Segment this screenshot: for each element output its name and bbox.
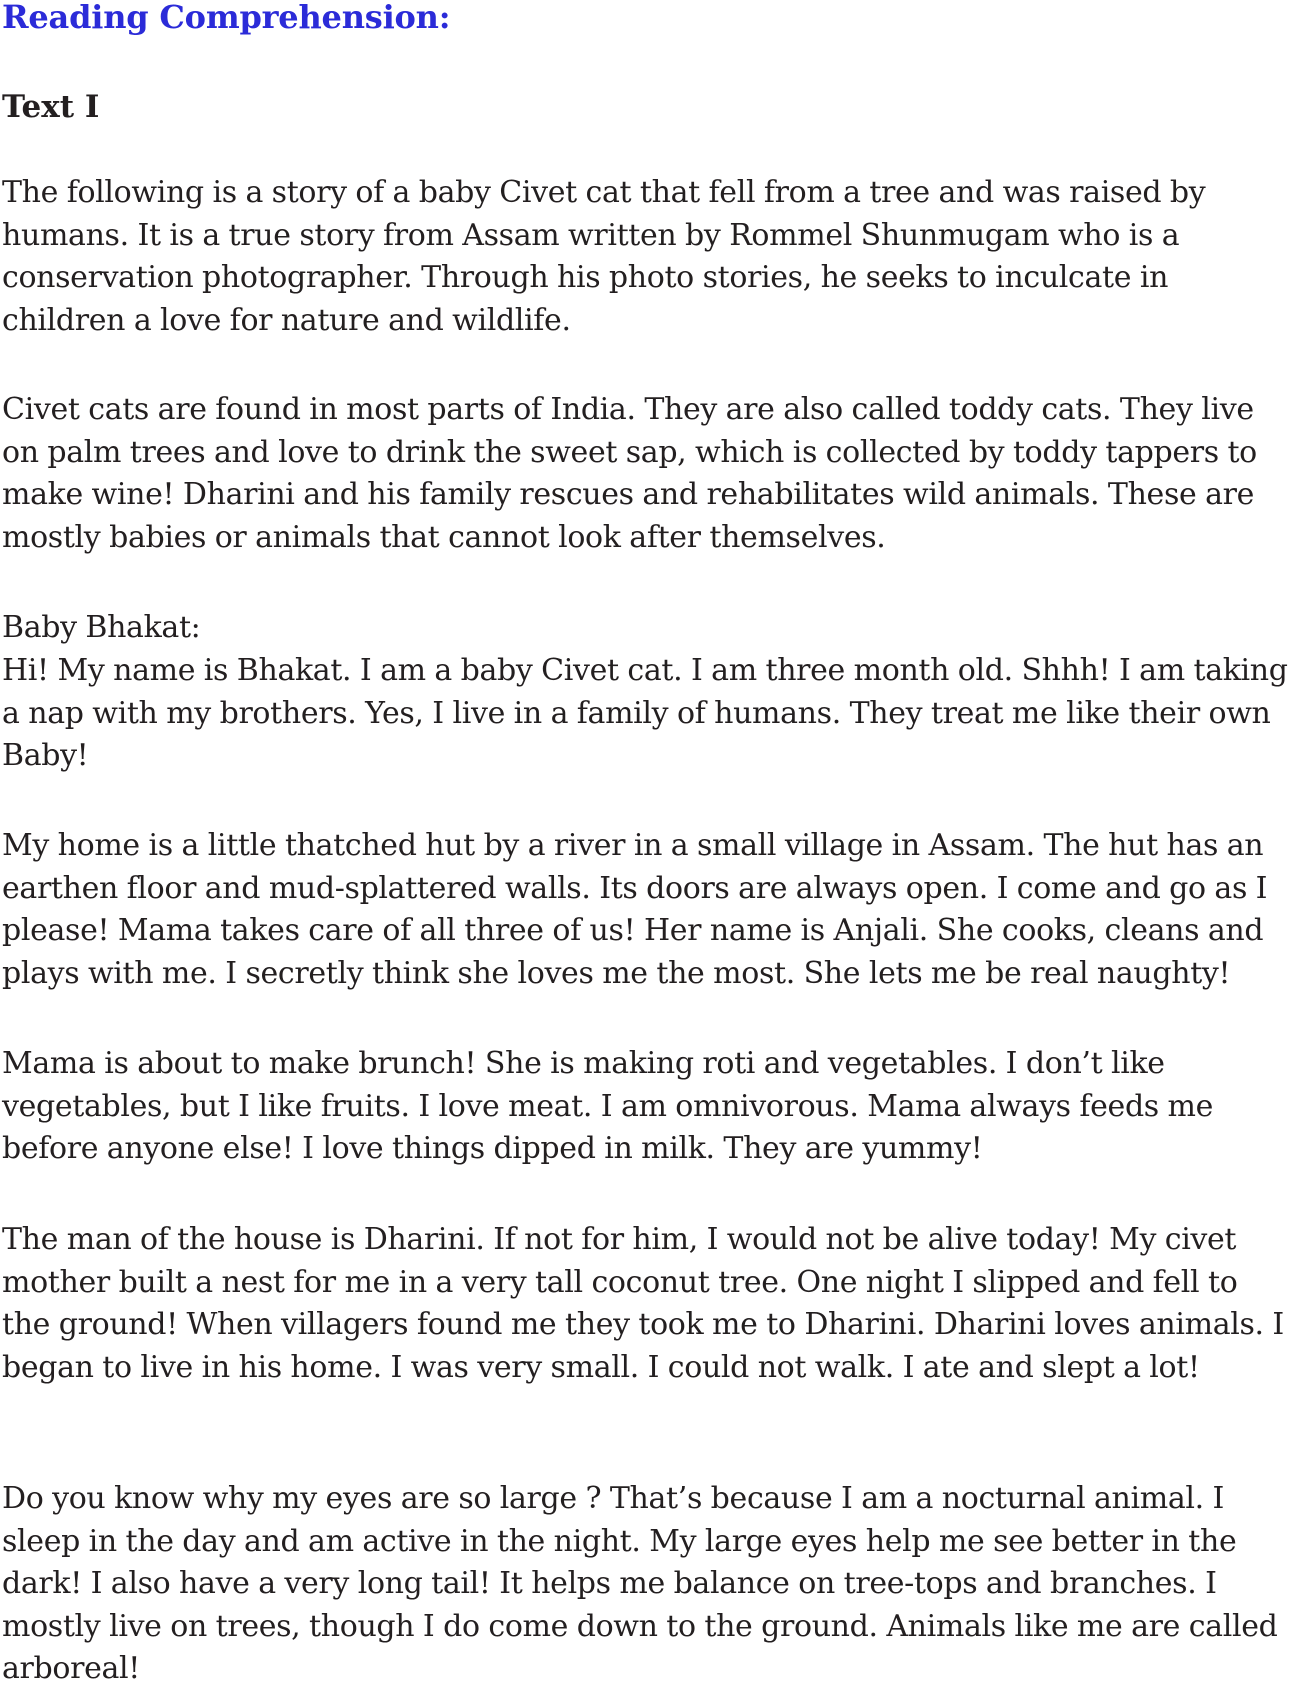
brunch-paragraph: Mama is about to make brunch! She is making roti and vegetables. I don’t like vegetables, but I like fruits. I love meat. I am omnivorous. Mama always feeds me before anyone else! I love things dipped in milk. They are yummy! (2, 1046, 1214, 1166)
text-title: Text I (2, 89, 100, 125)
speaker-label: Baby Bhakat: (2, 610, 201, 645)
dharini-paragraph: The man of the house is Dharini. If not for him, I would not be alive today! My civet mother built a nest for me in a very tall coconut tree. One night I slipped and fell to the ground! When villagers found me they took me to Dharini. Dharini loves animals. I began to live in his home. I was very small. I could not walk. I ate and slept a lot! (2, 1222, 1284, 1385)
nocturnal-paragraph: Do you know why my eyes are so large ? That’s because I am a nocturnal animal. I sleep in the day and am active in the night. My large eyes help me see better in the dark! I also have a very long tail! It helps me balance on tree-tops and branches. I mostly live on trees, though I do come down to the ground. Animals like me are called arboreal! (2, 1481, 1278, 1686)
civet-facts-paragraph: Civet cats are found in most parts of India. They are also called toddy cats. They live on palm trees and love to drink the sweet sap, which is collected by toddy tappers to make wine! Dharini and his family rescues and rehabilitates wild animals. These are mostly babies or animals that cannot look after themselves. (2, 392, 1257, 555)
intro-paragraph: The following is a story of a baby Civet cat that fell from a tree and was raised by humans. It is a true story from Assam written by Rommel Shunmugam who is a conservation photographer. Through his photo stories, he seeks to inculcate in children a love for nature and wildlife. (2, 175, 1206, 338)
home-paragraph: My home is a little thatched hut by a river in a small village in Assam. The hut has an earthen floor and mud-splattered walls. Its doors are always open. I come and go as I please! Mama takes care of all three of us! Her name is Anjali. She cooks, cleans and plays with me. I secretly think she loves me the most. She lets me be real naughty! (2, 828, 1268, 991)
introduction-paragraph: Hi! My name is Bhakat. I am a baby Civet cat. I am three month old. Shhh! I am taking a nap with my brothers. Yes, I live in a family of humans. They treat me like their own Baby! (2, 653, 1288, 773)
section-heading: Reading Comprehension: (2, 0, 451, 36)
